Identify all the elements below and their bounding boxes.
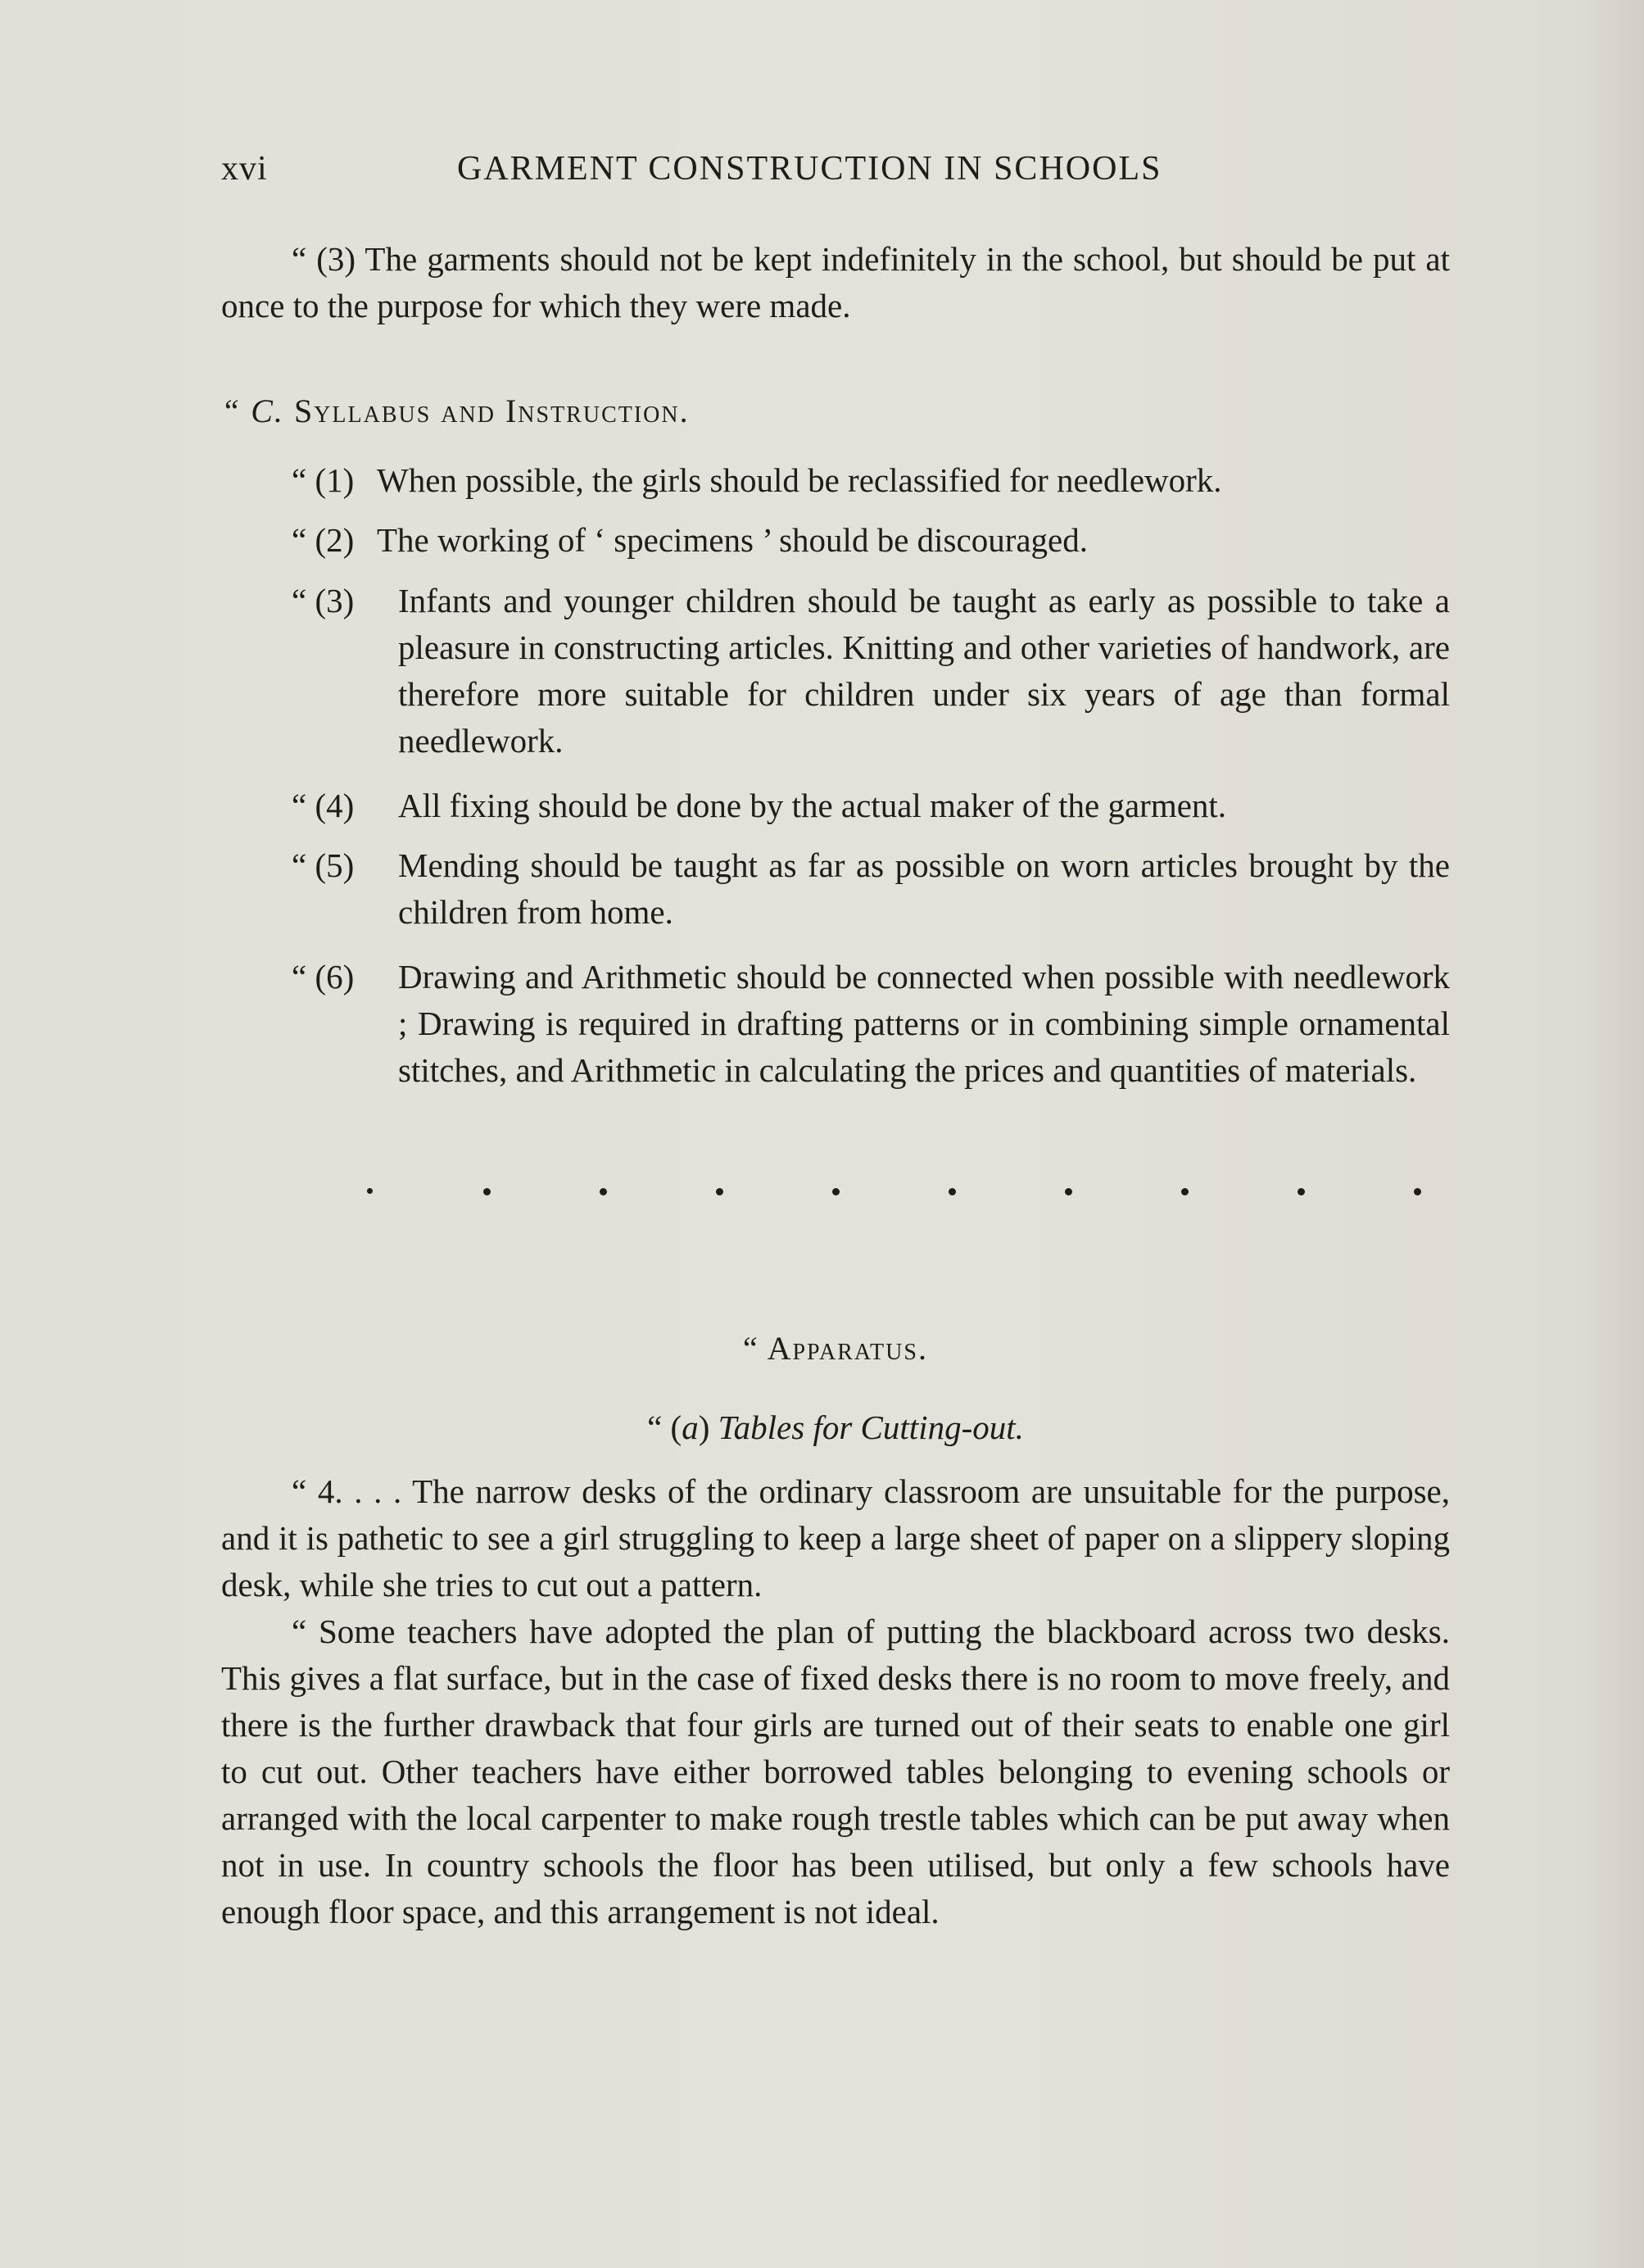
page-number: xvi — [221, 150, 268, 188]
page-header — [221, 149, 1450, 206]
intro-marker: “ (3) — [292, 240, 356, 278]
apparatus-heading: “ Apparatus. — [743, 1330, 928, 1367]
apparatus-subheading — [221, 1408, 1450, 1447]
list-item — [292, 578, 1450, 764]
list-item-text: Mending should be taught as far as possible on worn articles brought by the children from home. — [398, 846, 1450, 931]
dot — [600, 1188, 607, 1195]
paragraph: “ 4. . . . The narrow desks of the ordinary classroom are unsuitable for the purpose, and it is pathetic to see a girl struggling to keep a large sheet of paper on a slippery sloping desk, while she tries to cut out a pattern. — [221, 1472, 1450, 1603]
list-item — [292, 782, 1450, 829]
list-item-text: All fixing should be done by the actual maker of the garment. — [398, 787, 1227, 824]
running-title: GARMENT CONSTRUCTION IN SCHOOLS — [457, 150, 1162, 188]
dot — [832, 1188, 840, 1195]
section-title: Syllabus and Instruction. — [293, 392, 690, 429]
apparatus-body — [221, 1468, 1450, 1935]
list-item-marker: “ (3) — [292, 582, 355, 619]
list-item — [292, 954, 1450, 1094]
list-item-marker: “ (6) — [292, 958, 355, 996]
section-prefix: “ C. — [221, 392, 284, 429]
list-item — [292, 842, 1450, 936]
intro-paragraph — [221, 236, 1450, 329]
dot — [716, 1188, 723, 1195]
list-item-marker: “ (5) — [292, 846, 355, 884]
list-item-text: Drawing and Arithmetic should be connected when possible with needlework ; Drawing is required in drafting patterns or in combining simple ornamental stitches, and Arithmetic in calculating the prices and quantities of materials. — [398, 958, 1450, 1089]
dot — [949, 1188, 956, 1195]
dot — [367, 1188, 373, 1194]
list-item-marker: “ (1) — [292, 461, 355, 499]
dot — [1065, 1188, 1072, 1195]
subheading-title: Tables for Cutting-out. — [718, 1408, 1024, 1446]
list-item-marker: “ (4) — [292, 787, 355, 824]
ellipsis-dots — [360, 1180, 1425, 1204]
subheading-letter: a — [682, 1408, 699, 1446]
section-heading — [221, 392, 690, 430]
list-item-text: Infants and younger children should be taught as early as possible to take a pleasure in constructing articles. Knitting and other varieties of handwork, are therefore more suitable for children under six years of age than formal needlework. — [398, 582, 1450, 760]
subheading-open: “ ( — [647, 1408, 682, 1446]
intro-text: The garments should not be kept indefinitely in the school, but should be put at once to the purpose for which they were made. — [221, 240, 1451, 324]
dot — [1181, 1188, 1189, 1195]
list-item — [292, 517, 1450, 564]
dot — [483, 1188, 491, 1195]
list-item-text: The working of ‘ specimens ’ should be discouraged. — [377, 521, 1088, 559]
dot — [1298, 1188, 1305, 1195]
list-item — [292, 457, 1450, 504]
list-item-text: When possible, the girls should be reclassified for needlework. — [377, 461, 1222, 499]
dot — [1414, 1188, 1421, 1195]
list-item-marker: “ (2) — [292, 521, 355, 559]
paragraph: “ Some teachers have adopted the plan of putting the blackboard across two desks. This gives a flat surface, but in the case of fixed desks there is no room to move freely, and there is the further drawback that four girls are turned out of their seats to enable one girl to cut out. Other teachers have either borrowed tables belonging to evening schools or arranged with the local carpenter to make rough trestle tables which can be put away when not in use. In country schools the floor has been utilised, but only a few schools have enough floor space, and this arrangement is not ideal. — [221, 1613, 1450, 1930]
subheading-close: ) — [698, 1408, 710, 1446]
